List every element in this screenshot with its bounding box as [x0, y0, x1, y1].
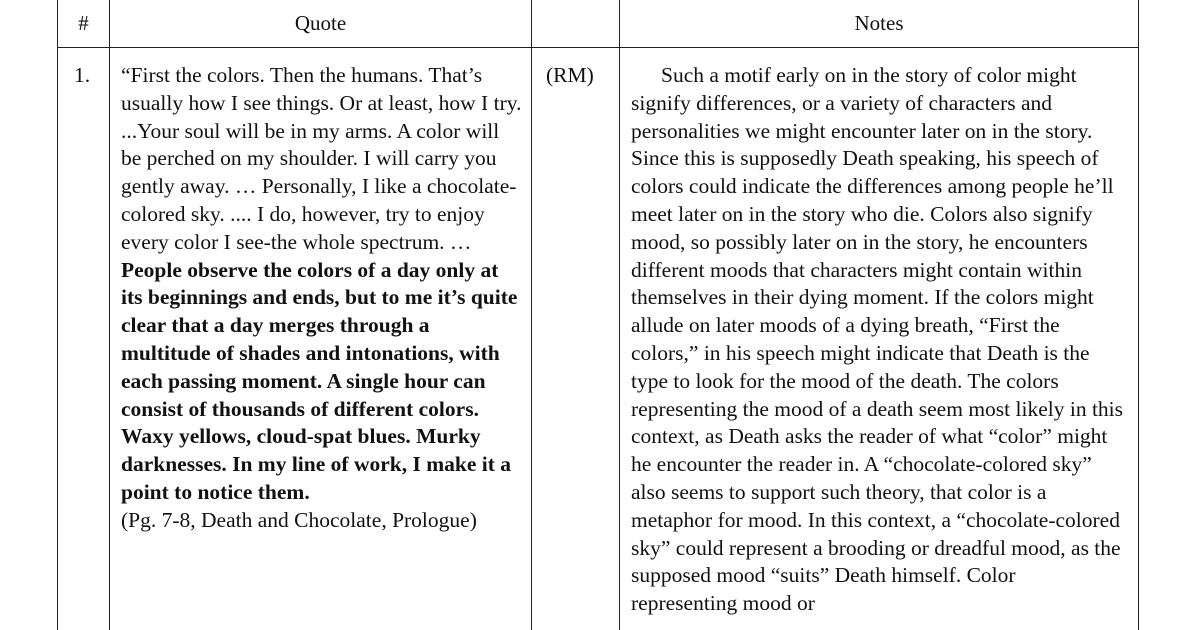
- header-number: #: [58, 0, 110, 48]
- header-source: [532, 0, 620, 48]
- header-notes: Notes: [620, 0, 1139, 48]
- table-header-row: [58, 0, 1139, 48]
- row-number: 1.: [58, 48, 110, 630]
- quote-text: [121, 62, 523, 507]
- quote-bold-text: People observe the colors of a day only at its beginnings and ends, but to me it’s quite clear that a day merges through a multitude of shades and intonations, with each passing moment. A single hour can consist of thousands of different colors. Waxy yellows, cloud-spat blues. Murky darknesses. In my line of work, I make it a point to notice them.: [121, 257, 518, 504]
- notes-text: Such a motif early on in the story of color might signify differences, or a variety of characters and personalities we might encounter later on in the story. Since this is supposedly Death speaking, his speech of colors could indicate the differences among people he’ll meet later on in the story who die. Colors also signify mood, so possibly later on in the story, he encounters different moods that characters might contain within themselves in their dying moment. If the colors might allude on later moods of a dying breath, “First the colors,” in his speech might indicate that Death is the type to look for the mood of the death. The colors representing the mood of a death seem most likely in this context, as Death asks the reader of what “color” might he encounter the reader in. A “chocolate-colored sky” also seems to support such theory, that color is a metaphor for mood. In this context, a “chocolate-colored sky” could represent a brooding or dreadful mood, as the supposed mood “suits” Death himself. Color representing mood or: [631, 63, 1124, 616]
- notes-cell: [620, 48, 1139, 630]
- source-tag: (RM): [532, 48, 620, 630]
- quote-notes-table: [57, 0, 1139, 630]
- quote-cell: [110, 48, 532, 630]
- quote-plain-text: “First the colors. Then the humans. That’s usually how I see things. Or at least, how I try. ...Your soul will be in my arms. A color will be perched on my shoulder. I will carry you gently away. … Personally, I like a chocolate-colored sky. .... I do, however, try to enjoy every color I see-the whole spectrum. …: [121, 63, 522, 254]
- table-row: [58, 48, 1139, 630]
- quote-citation: (Pg. 7-8, Death and Chocolate, Prologue): [121, 507, 477, 532]
- header-quote: Quote: [110, 0, 532, 48]
